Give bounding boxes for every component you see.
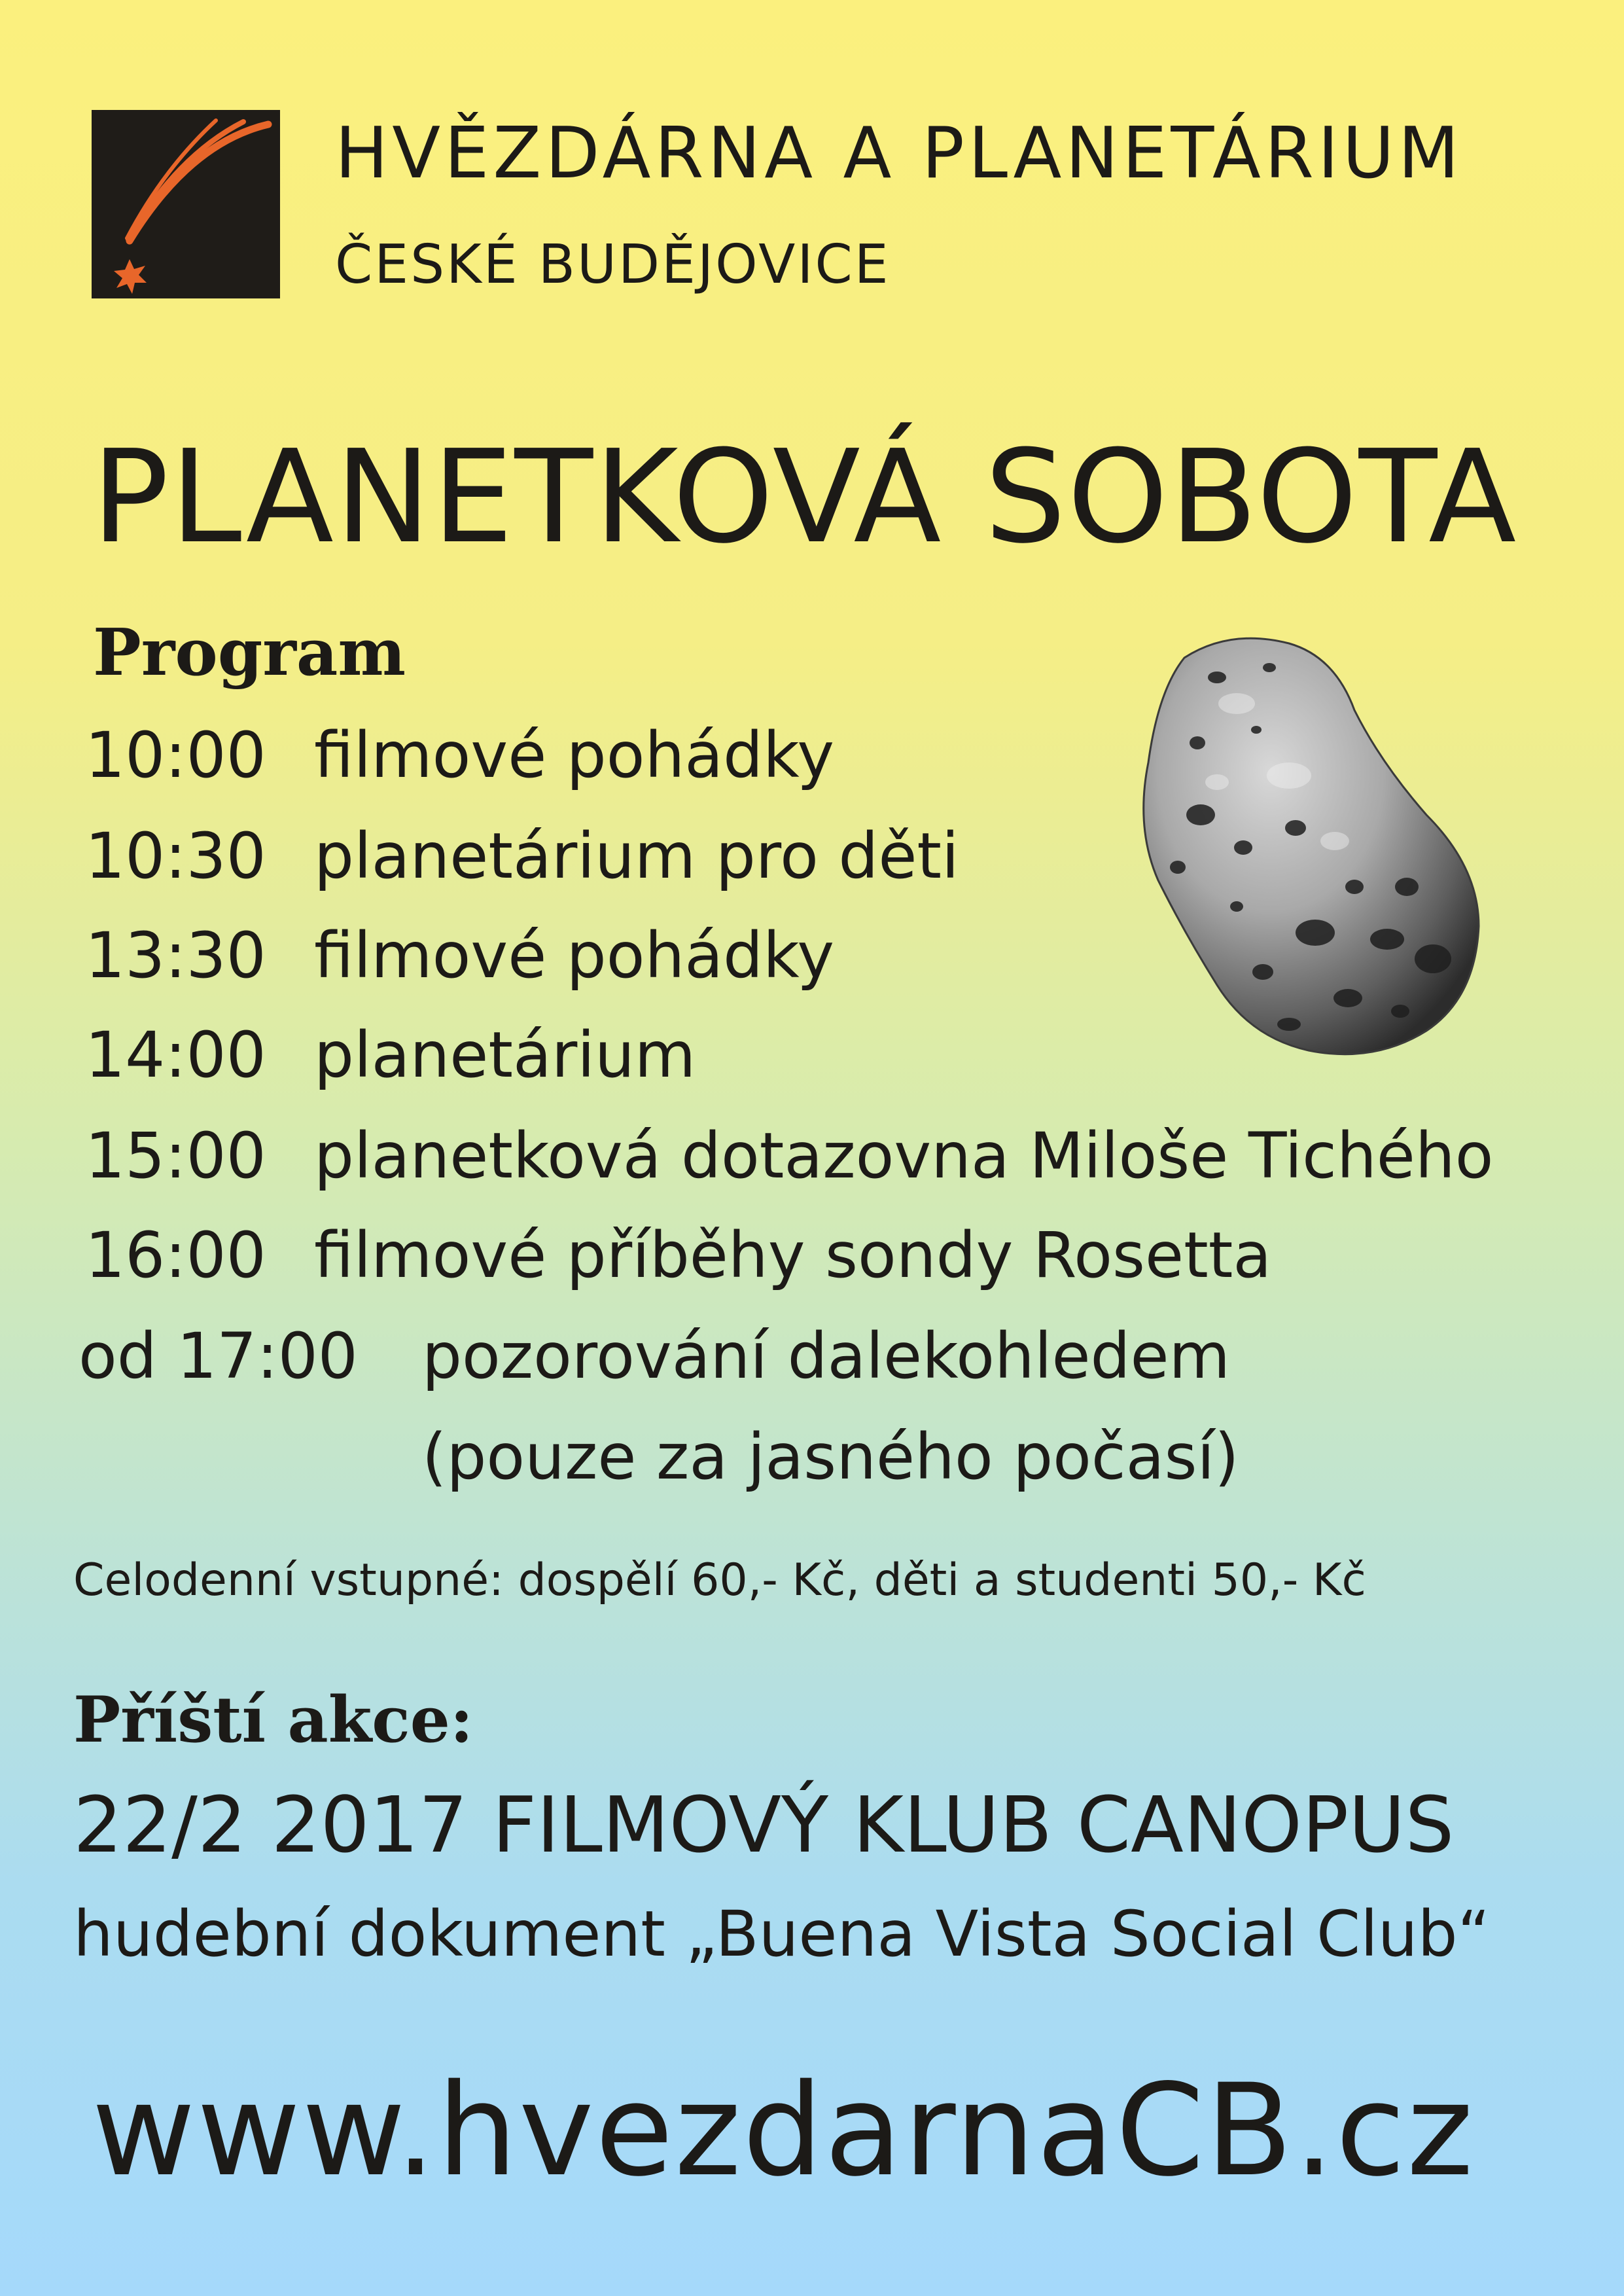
event-title: PLANETKOVÁ SOBOTA	[92, 423, 1518, 572]
program-activity: filmové příběhy sondy Rosetta	[314, 1219, 1272, 1292]
organization-city: ČESKÉ BUDĚJOVICE	[335, 234, 891, 296]
program-time: 14:00	[85, 1018, 266, 1092]
program-activity: planetková dotazovna Miloše Tichého	[314, 1119, 1494, 1193]
next-event-title: 22/2 2017 FILMOVÝ KLUB CANOPUS	[73, 1780, 1455, 1870]
next-event-description: hudební dokument „Buena Vista Social Club“	[73, 1897, 1491, 1971]
asteroid-image	[1139, 632, 1492, 1067]
program-activity: planetárium	[314, 1018, 696, 1092]
next-event-heading: Příští akce:	[73, 1683, 474, 1757]
program-time: 10:00	[85, 719, 266, 792]
website-url: www.hvezdarnaCB.cz	[92, 2056, 1475, 2204]
admission-prices: Celodenní vstupné: dospělí 60,- Kč, děti a studenti 50,- Kč	[73, 1554, 1366, 1606]
comet-star-logo-icon	[92, 110, 280, 298]
program-time: 13:30	[85, 919, 266, 992]
program-activity: planetárium pro děti	[314, 819, 959, 893]
organization-name: HVĚZDÁRNA A PLANETÁRIUM	[335, 113, 1463, 194]
program-activity: filmové pohádky	[314, 719, 835, 792]
program-time: 10:30	[85, 819, 266, 893]
program-activity: filmové pohádky	[314, 919, 835, 992]
program-time: od 17:00	[79, 1319, 358, 1393]
program-note: (pouze za jasného počasí)	[422, 1420, 1239, 1494]
program-time: 16:00	[85, 1219, 266, 1292]
logo	[92, 110, 280, 298]
program-time: 15:00	[85, 1119, 266, 1193]
program-activity: pozorování dalekohledem	[422, 1319, 1231, 1393]
program-heading: Program	[93, 615, 406, 691]
